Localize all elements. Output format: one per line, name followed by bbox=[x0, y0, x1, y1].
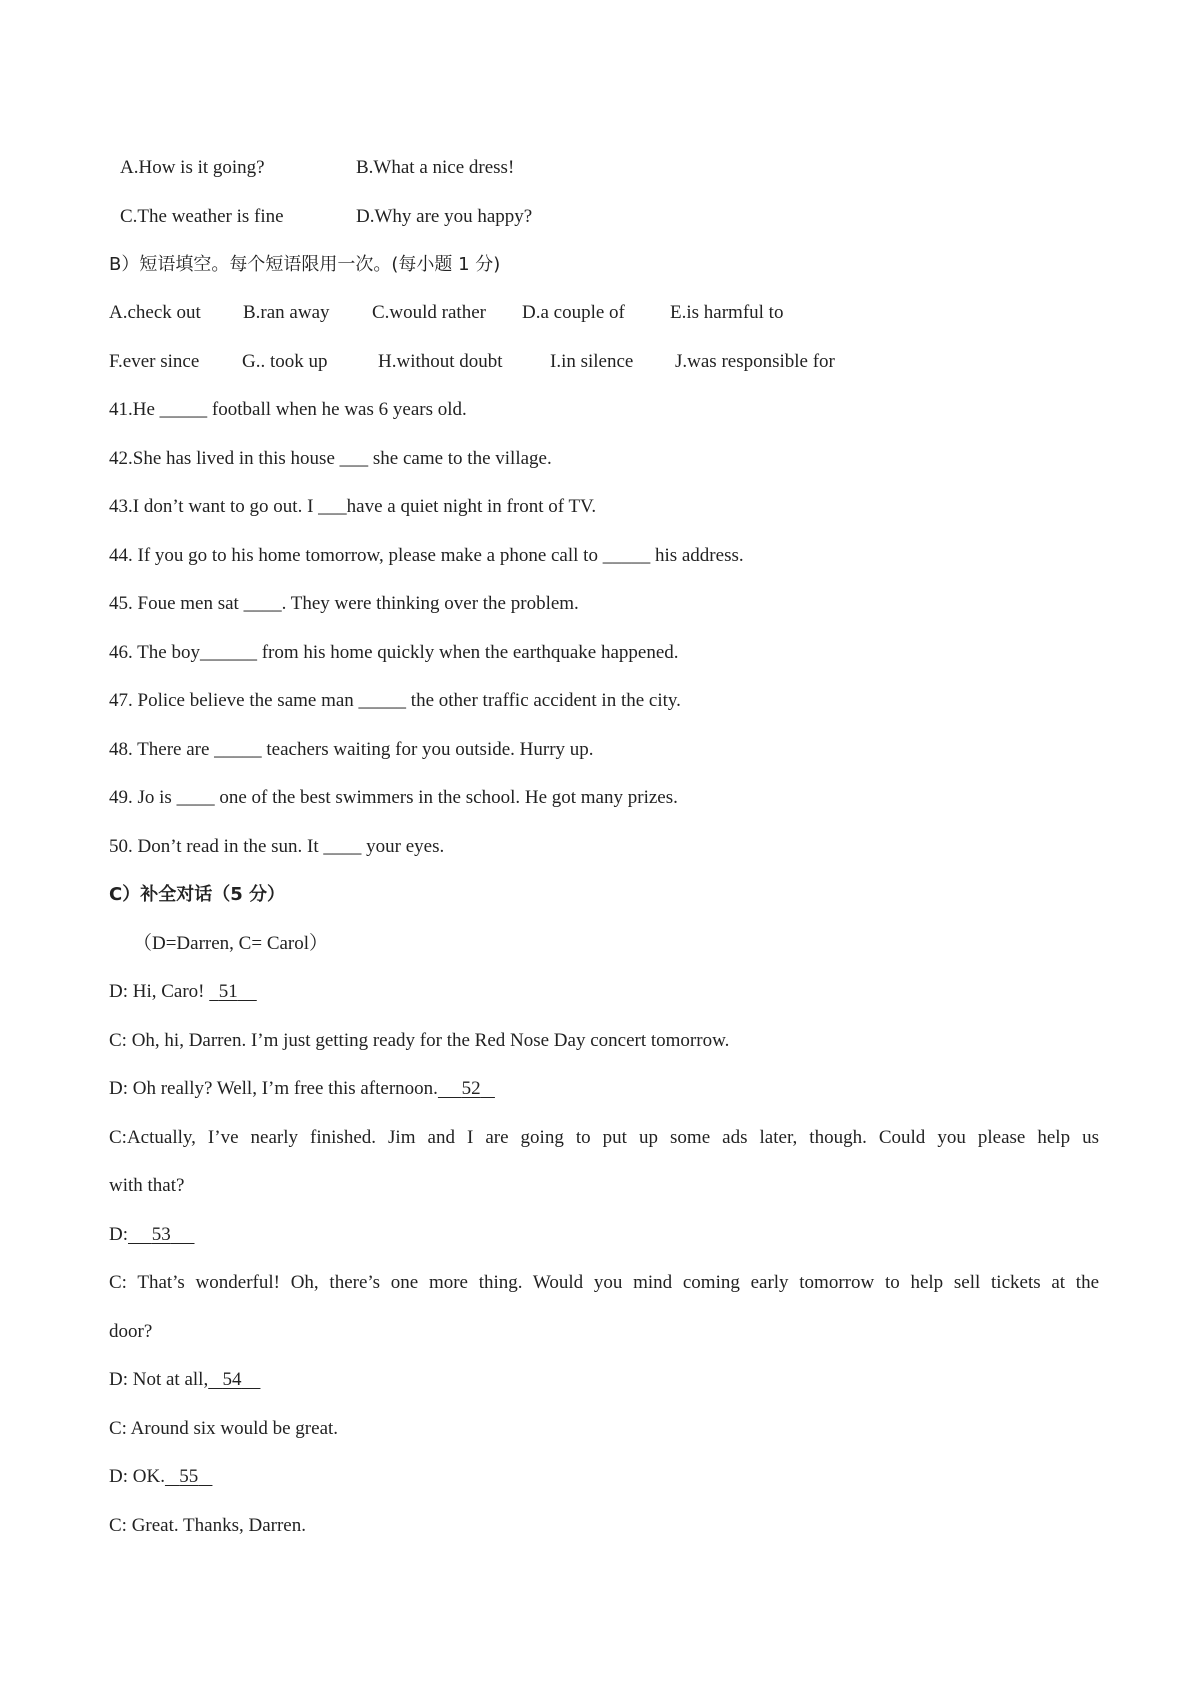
dialogue-line-cont: with that? bbox=[109, 1175, 185, 1196]
option-d: D.Why are you happy? bbox=[356, 206, 533, 227]
phrase-e: E.is harmful to bbox=[670, 302, 784, 323]
dialogue-line bbox=[109, 1465, 212, 1489]
dialogue-line bbox=[109, 1223, 195, 1247]
blank-55: 55 bbox=[179, 1466, 199, 1487]
dialogue-line: C:Actually, I’ve nearly finished. Jim and I are going to put up some ads later, though. Could you please help us bbox=[109, 1127, 1099, 1148]
phrase-b: B.ran away bbox=[243, 302, 330, 323]
dialogue-line bbox=[109, 980, 257, 1004]
question-49: 49. Jo is ____ one of the best swimmers in the school. He got many prizes. bbox=[109, 787, 678, 808]
blank-54: 54 bbox=[222, 1369, 242, 1390]
phrase-d: D.a couple of bbox=[522, 302, 625, 323]
phrase-g: G.. took up bbox=[242, 351, 328, 372]
question-43: 43.I don’t want to go out. I ___have a quiet night in front of TV. bbox=[109, 496, 597, 517]
dialogue-line bbox=[109, 1368, 260, 1392]
dialogue-line-cont: door? bbox=[109, 1321, 153, 1342]
option-a: A.How is it going? bbox=[120, 157, 265, 178]
phrase-a: A.check out bbox=[109, 302, 201, 323]
dialogue-line: C: Great. Thanks, Darren. bbox=[109, 1515, 306, 1536]
phrase-i: I.in silence bbox=[550, 351, 634, 372]
question-48: 48. There are _____ teachers waiting for you outside. Hurry up. bbox=[109, 739, 594, 760]
section-c-heading: C）补全对话（5 分） bbox=[109, 884, 286, 905]
question-44: 44. If you go to his home tomorrow, please make a phone call to _____ his address. bbox=[109, 545, 744, 566]
dialogue-text: D: Not at all, bbox=[109, 1369, 209, 1390]
dialogue-line: C: Oh, hi, Darren. I’m just getting ready for the Red Nose Day concert tomorrow. bbox=[109, 1030, 730, 1051]
option-b: B.What a nice dress! bbox=[356, 157, 515, 178]
section-b-heading: B）短语填空。每个短语限用一次。(每小题 1 分) bbox=[109, 254, 501, 275]
blank-52: 52 bbox=[461, 1078, 481, 1099]
dialogue-text: D: Hi, Caro! bbox=[109, 981, 205, 1002]
phrase-f: F.ever since bbox=[109, 351, 200, 372]
dialogue-text: D: OK. bbox=[109, 1466, 165, 1487]
blank-51: 51 bbox=[218, 981, 238, 1002]
phrase-h: H.without doubt bbox=[378, 351, 503, 372]
phrase-c: C.would rather bbox=[372, 302, 486, 323]
question-45: 45. Foue men sat ____. They were thinking over the problem. bbox=[109, 593, 579, 614]
dialogue-line: C: Around six would be great. bbox=[109, 1418, 339, 1439]
question-50: 50. Don’t read in the sun. It ____ your eyes. bbox=[109, 836, 445, 857]
dialogue-text: D: Oh really? Well, I’m free this afternoon. bbox=[109, 1078, 438, 1099]
speaker-key: （D=Darren, C= Carol） bbox=[133, 933, 329, 954]
question-46: 46. The boy______ from his home quickly when the earthquake happened. bbox=[109, 642, 679, 663]
phrase-j: J.was responsible for bbox=[675, 351, 835, 372]
question-41: 41.He _____ football when he was 6 years old. bbox=[109, 399, 467, 420]
question-47: 47. Police believe the same man _____ the other traffic accident in the city. bbox=[109, 690, 681, 711]
dialogue-line: C: That’s wonderful! Oh, there’s one more thing. Would you mind coming early tomorrow to help sell tickets at the bbox=[109, 1272, 1099, 1293]
blank-53: 53 bbox=[151, 1224, 171, 1245]
option-c: C.The weather is fine bbox=[120, 206, 284, 227]
question-42: 42.She has lived in this house ___ she came to the village. bbox=[109, 448, 552, 469]
dialogue-text: D: bbox=[109, 1224, 128, 1245]
dialogue-line bbox=[109, 1077, 495, 1101]
